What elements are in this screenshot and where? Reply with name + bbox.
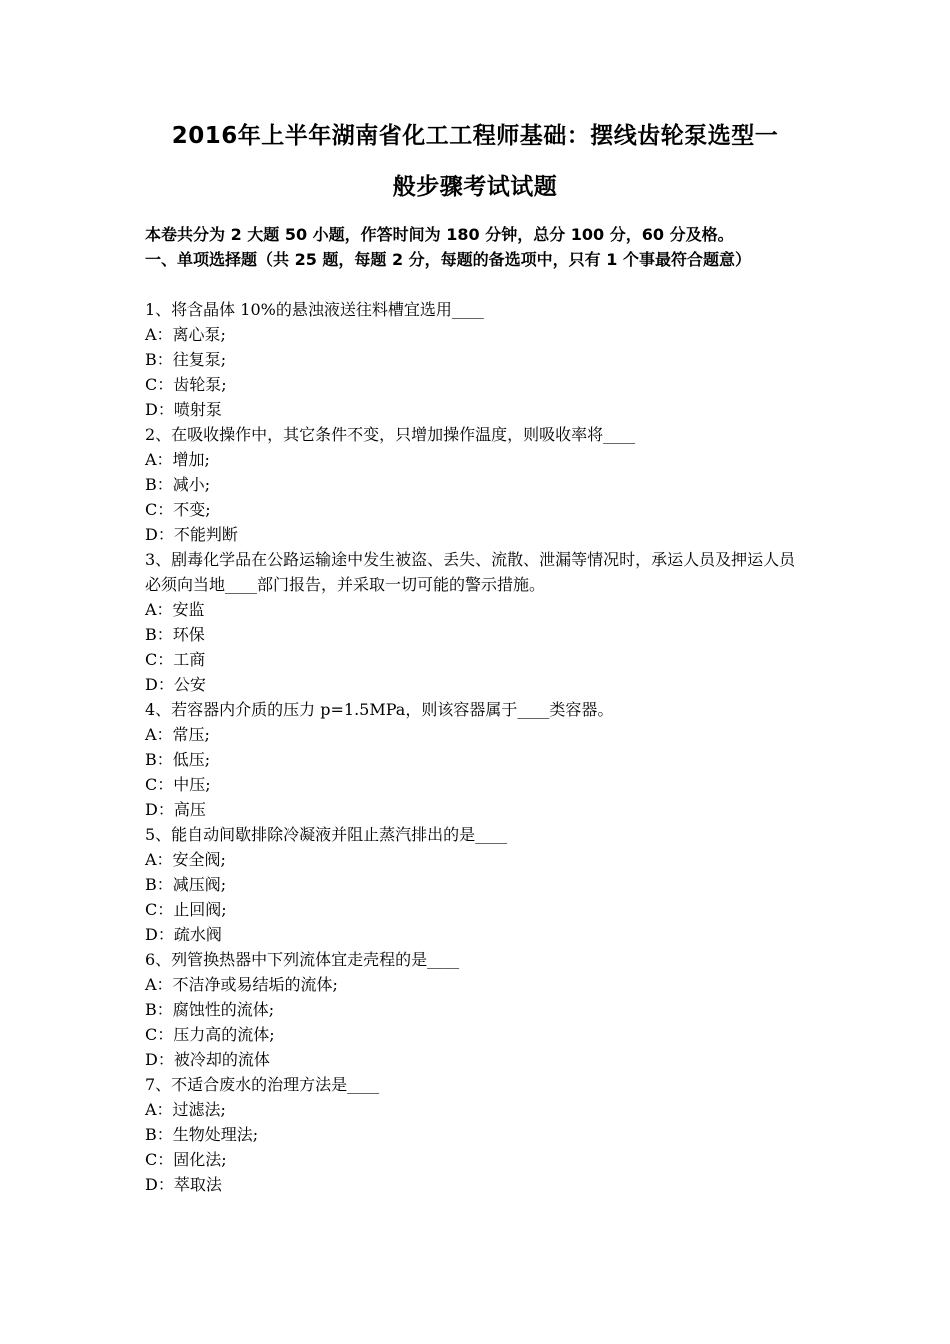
option-b: B：减压阀; xyxy=(145,875,227,894)
option-d: D：萃取法 xyxy=(145,1175,222,1194)
option-d: D：喷射泵 xyxy=(145,400,222,419)
question-item xyxy=(145,1072,807,1197)
option-d: D：被冷却的流体 xyxy=(145,1050,270,1069)
question-item xyxy=(145,547,807,697)
option-d: D：疏水阀 xyxy=(145,925,222,944)
option-d: D：高压 xyxy=(145,800,206,819)
question-stem: 3、剧毒化学品在公路运输途中发生被盗、丢失、流散、泄漏等情况时，承运人员及押运人员必须向当地____部门报告，并采取一切可能的警示措施。 xyxy=(145,550,796,594)
option-a: A：过滤法; xyxy=(145,1100,226,1119)
option-c: C：齿轮泵; xyxy=(145,375,227,394)
question-stem: 1、将含晶体 10%的悬浊液送往料槽宜选用____ xyxy=(145,300,484,319)
option-b: B：生物处理法; xyxy=(145,1125,259,1144)
question-item xyxy=(145,822,807,947)
option-a: A：增加; xyxy=(145,450,210,469)
question-stem: 6、列管换热器中下列流体宜走壳程的是____ xyxy=(145,950,460,969)
option-c: C：工商 xyxy=(145,650,206,669)
option-a: A：离心泵; xyxy=(145,325,226,344)
option-b: B：低压; xyxy=(145,750,211,769)
option-c: C：止回阀; xyxy=(145,900,227,919)
document-title-line-1: 2016年上半年湖南省化工工程师基础：摆线齿轮泵选型一 xyxy=(171,123,779,149)
option-b: B：往复泵; xyxy=(145,350,227,369)
question-stem: 2、在吸收操作中，其它条件不变，只增加操作温度，则吸收率将____ xyxy=(145,425,636,444)
question-list xyxy=(145,297,807,1197)
question-stem: 4、若容器内介质的压力 p=1.5MPa，则该容器属于____类容器。 xyxy=(145,700,614,719)
option-c: C：中压; xyxy=(145,775,211,794)
exam-intro: 本卷共分为 2 大题 50 小题，作答时间为 180 分钟，总分 100 分，60 分及格。 xyxy=(145,225,734,244)
option-b: B：减小; xyxy=(145,475,211,494)
document-title-line-2: 般步骤考试试题 xyxy=(392,174,558,200)
option-c: C：不变; xyxy=(145,500,211,519)
question-item xyxy=(145,422,807,547)
option-c: C：固化法; xyxy=(145,1150,227,1169)
question-stem: 5、能自动间歇排除冷凝液并阻止蒸汽排出的是____ xyxy=(145,825,508,844)
option-d: D：公安 xyxy=(145,675,206,694)
question-item xyxy=(145,297,807,422)
option-b: B：环保 xyxy=(145,625,205,644)
option-a: A：不洁净或易结垢的流体; xyxy=(145,975,338,994)
option-a: A：安监 xyxy=(145,600,205,619)
question-item xyxy=(145,947,807,1072)
question-item xyxy=(145,697,807,822)
question-stem: 7、不适合废水的治理方法是____ xyxy=(145,1075,380,1094)
option-a: A：常压; xyxy=(145,725,210,744)
option-a: A：安全阀; xyxy=(145,850,226,869)
section-heading: 一、单项选择题（共 25 题，每题 2 分，每题的备选项中，只有 1 个事最符合题意） xyxy=(145,250,751,269)
option-c: C：压力高的流体; xyxy=(145,1025,275,1044)
option-d: D：不能判断 xyxy=(145,525,238,544)
option-b: B：腐蚀性的流体; xyxy=(145,1000,275,1019)
